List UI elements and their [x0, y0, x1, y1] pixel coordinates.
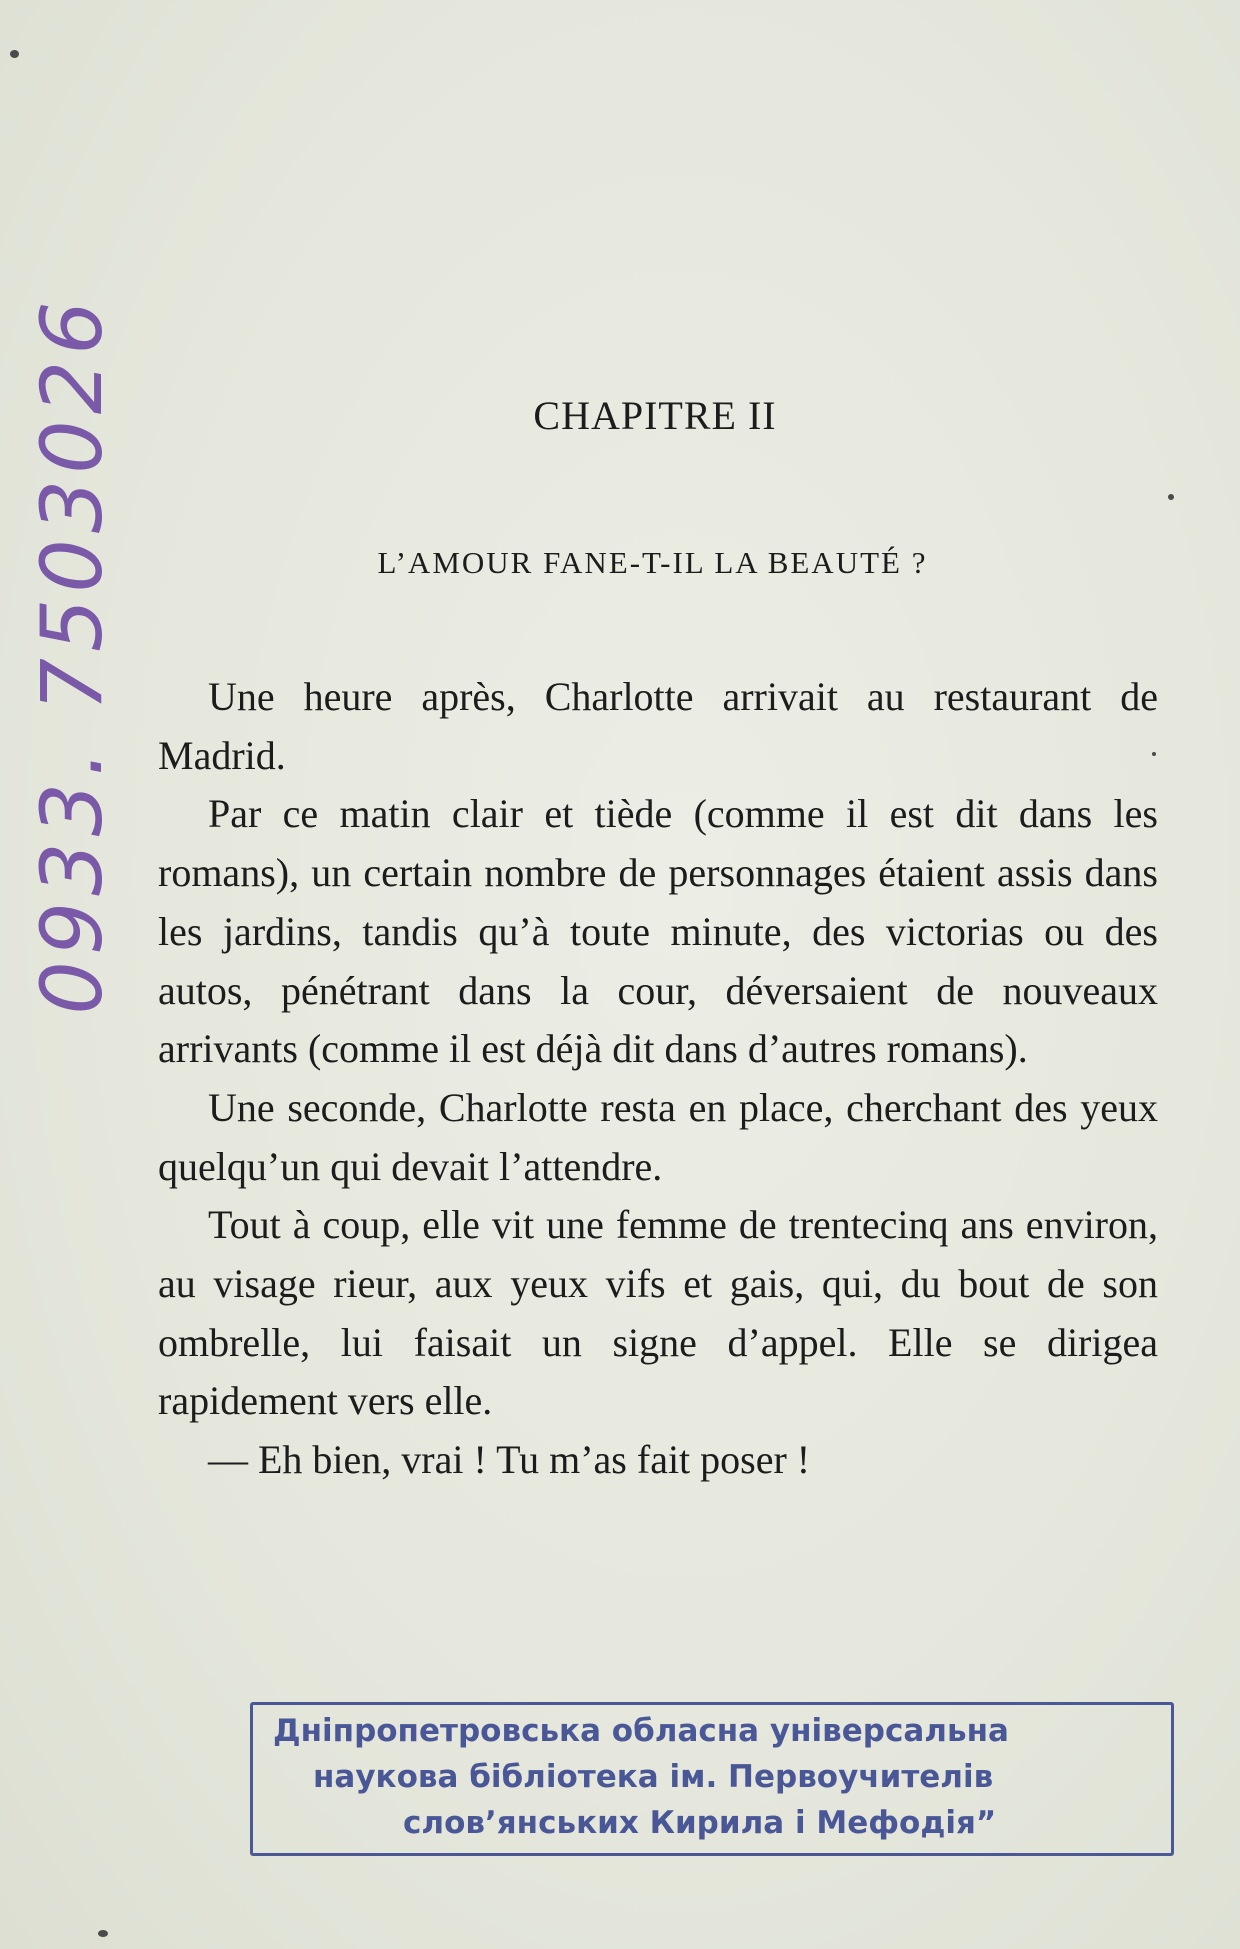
handwritten-inventory-number — [22, 240, 122, 1070]
paper-speck — [1168, 494, 1174, 500]
chapter-body — [158, 668, 1158, 1490]
library-stamp — [250, 1702, 1174, 1856]
paragraph: Tout à coup, elle vit une femme de trentecinq ans environ, au visage rieur, aux yeux vifs et gais, qui, du bout de son ombrelle, lui faisait un signe d’appel. Elle se dirigea rapidement vers elle. — [158, 1202, 1158, 1424]
chapter-title: CHAPITRE II — [533, 393, 777, 438]
chapter-subtitle: L’AMOUR FANE-T-IL LA BEAUTÉ ? — [377, 545, 928, 580]
paragraph: Par ce matin clair et tiède (comme il est dit dans les romans), un certain nombre de personnages étaient assis dans les jardins, tandis qu’à toute minute, des victorias ou des autos, pénétrant dans la cour, déversaient de nouveaux arrivants (comme il est déjà dit dans d’autres romans). — [158, 791, 1158, 1072]
paper-speck — [98, 1930, 108, 1937]
stamp-line-3: слов’янських Кирила і Мефодія” — [403, 1805, 997, 1841]
paper-speck — [10, 50, 19, 58]
stamp-line-2: наукова бібліотека ім. Первоучителів — [313, 1759, 994, 1795]
paragraph: — Eh bien, vrai ! Tu m’as fait poser ! — [208, 1437, 811, 1483]
handwritten-inventory-text: 0933. 7503026 — [23, 295, 121, 1015]
paragraph: Une seconde, Charlotte resta en place, cherchant des yeux quelqu’un qui devait l’attendre. — [158, 1084, 1158, 1189]
paper-speck — [1152, 752, 1156, 756]
paragraph: Une heure après, Charlotte arrivait au restaurant de Madrid. — [158, 674, 1158, 778]
stamp-line-1: Дніпропетровська обласна універсальна — [273, 1713, 1009, 1749]
